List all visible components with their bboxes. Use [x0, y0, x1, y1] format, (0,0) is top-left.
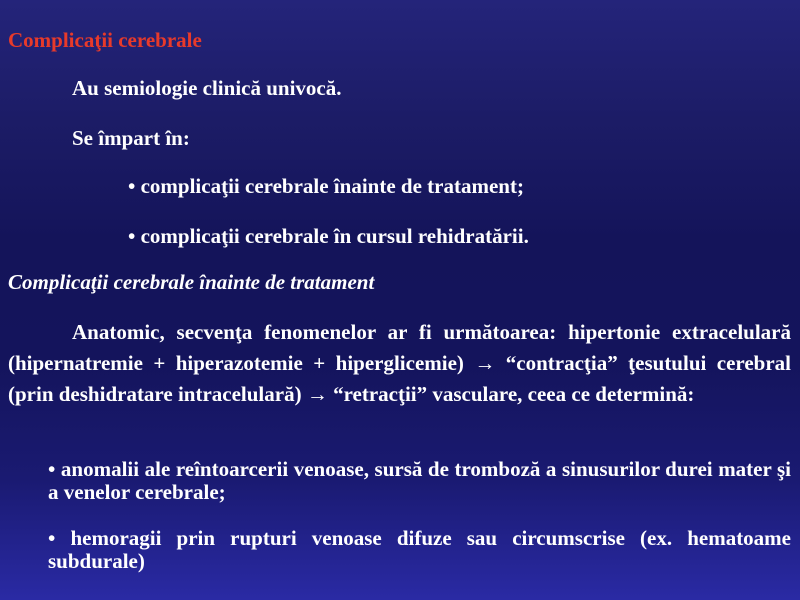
paragraph-anatomic-sequence: Anatomic, secvenţa fenomenelor ar fi următoarea: hipertonie extracelulară (hipernatremie + hiperazotemie + hiperglicemie) → “contracţia” ţesutului cerebral (prin deshidratare intracelulară) → “retracţii” vasculare, ceea ce determină: [8, 320, 791, 406]
bullet-venous-hemorrhages: • hemoragii prin rupturi venoase difuze sau circumscrise (ex. hematoame subdurale) [48, 526, 791, 573]
bullet-before-treatment: • complicaţii cerebrale înainte de tratament; [128, 174, 524, 198]
section-heading-cerebral-complications: Complicaţii cerebrale [8, 28, 202, 52]
bullet-venous-return-anomalies: • anomalii ale reîntoarcerii venoase, sursă de tromboză a sinusurilor durei mater şi a venelor cerebrale; [48, 457, 791, 504]
section-heading-before-treatment: Complicaţii cerebrale înainte de tratament [8, 270, 375, 294]
text-divided-into: Se împart în: [72, 126, 190, 150]
text-clinical-semiology: Au semiologie clinică univocă. [72, 76, 342, 100]
bullet-during-rehydration: • complicaţii cerebrale în cursul rehidratării. [128, 224, 529, 248]
